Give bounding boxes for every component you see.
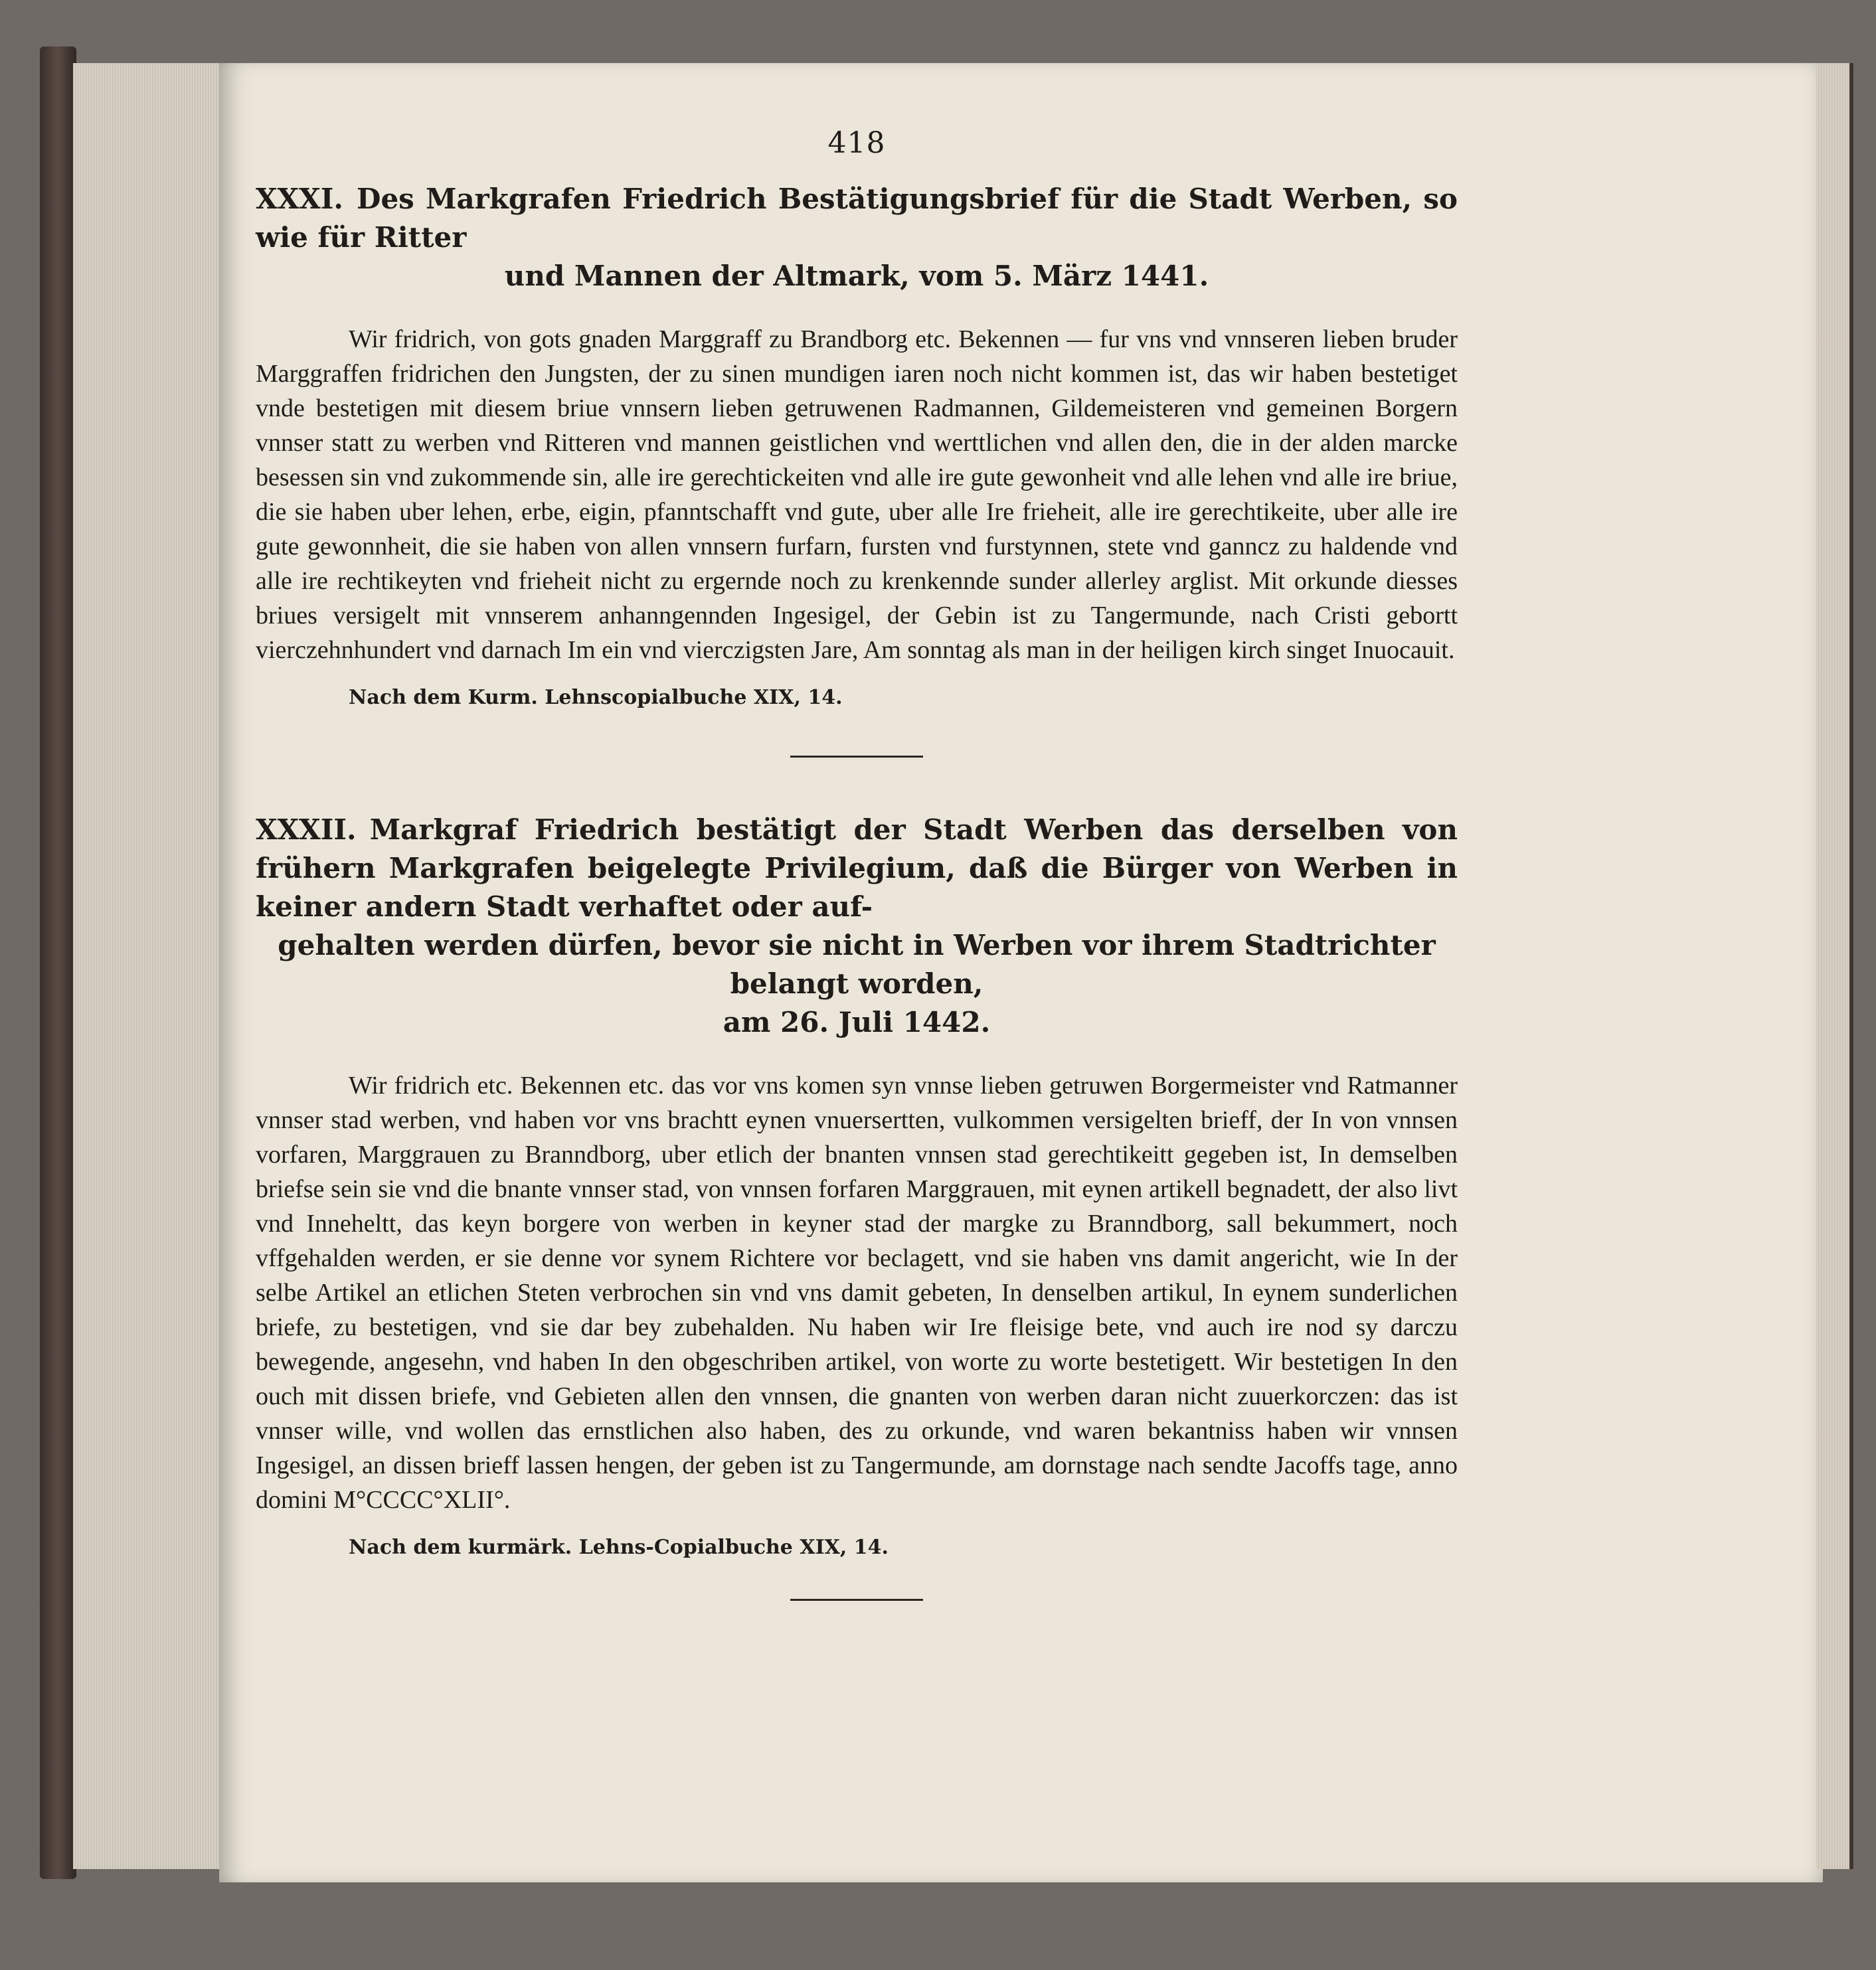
section-title-xxxi: [256, 180, 1458, 295]
document-body-xxxi: Wir fridrich, von gots gnaden Marggraff zu Brandborg etc. Bekennen — fur vns vnd vnnseren lieben bruder Marggraffen fridrichen den Jungsten, der zu sinen mundigen iaren noch nicht kommen ist, das wir haben bestetiget vnde bestetigen mit diesem briue vnnsern lieben getruwenen Radmannen, Gildemeisteren vnd gemeinen Borgern vnnser statt zu werben vnd Ritteren vnd mannen geistlichen vnd werttlichen vnd allen den, die in der alden marcke besessen sin vnd zukommende sin, alle ire gerechtickeiten vnd alle ire gute gewonheit vnd alle lehen vnd alle ire briue, die sie haben uber lehen, erbe, eigin, pfanntschafft vnd gute, uber alle Ire frieheit, alle ire gerechtikeite, uber alle ire gute gewonnheit, die sie haben von allen vnnsern furfarn, fursten vnd furstynnen, stete vnd ganncz zu haldende vnd alle ire rechtikeyten vnd frieheit nicht zu ergernde noch zu krenkennde sunder allerley arglist. Mit orkunde diesses briues versigelt mit vnnserem anhanngennden Ingesigel, der Gebin ist zu Tangermunde, nach Cristi gebortt vierczehnhundert vnd darnach Im ein vnd vierczigsten Jare, Am sonntag als man in der heiligen kirch singet Inuocauit.: [256, 325, 1458, 664]
section-title-xxxii: [256, 811, 1458, 1042]
document-body-xxxii: Wir fridrich etc. Bekennen etc. das vor vns komen syn vnnse lieben getruwen Borgermeister vnd Ratmanner vnnser stad werben, vnd haben vor vns brachtt eynen vnuersertten, vulkommen versigelten brieff, der In von vnnsen vorfaren, Marggrauen zu Branndborg, uber etlich der bnanten vnnsen stad gerechtikeitt gegeben ist, In demselben briefse sein sie vnd die bnante vnnser stad, von vnnsen forfaren Marggrauen, mit eynen artikell begnadett, der also livt vnd Inneheltt, das keyn borgere von werben in keyner stad der margke zu Branndborg, sall bekummert, noch vffgehalden werden, er sie denne vor synem Richtere vor beclagett, vnd sie haben vns damit angericht, wie In der selbe Artikel an etlichen Steten verbrochen sin vnd vns damit gebeten, In denselben artikul, In eynem sunderlichen briefe, zu bestetigen, vnd sie dar bey zubehalden. Nu haben wir Ire fleisige bete, vnd auch ire nod sy darczu bewegende, angesehn, vnd haben In den obgeschriben artikel, von worte zu worte bestetigett. Wir bestetigen In den ouch mit dissen briefe, vnd Gebieten allen den vnnsen, die gnanten von werben daran nicht zuuerkorczen: das ist vnnser wille, vnd wollen das ernstlichen also haben, des zu orkunde, vnd waren bekantniss haben wir vnnsen Ingesigel, an dissen brieff lassen hengen, der geben ist zu Tangermunde, am dornstage nach sendte Jacoffs tage, anno domini M°CCCC°XLII°.: [256, 1072, 1458, 1514]
title-line: gehalten werden dürfen, bevor sie nicht in Werben vor ihrem Stadtrichter belangt worden,: [278, 929, 1436, 1000]
title-line: Markgraf Friedrich bestätigt der Stadt Werben das derselben von frühern Markgrafen: [256, 813, 1458, 884]
section-divider: [790, 756, 923, 758]
page-number: 418: [827, 126, 886, 160]
section-divider: [790, 1599, 923, 1601]
page-content: [256, 126, 1458, 1601]
source-note-xxxi: Nach dem Kurm. Lehnscopialbuche XIX, 14.: [349, 686, 843, 709]
title-line: Des Markgrafen Friedrich Bestätigungsbrief für die Stadt Werben, so wie für Ritter: [256, 183, 1458, 254]
right-page-stack: [1816, 63, 1853, 1869]
section-number: XXXI.: [256, 183, 344, 215]
title-line: und Mannen der Altmark, vom 5. März 1441.: [504, 260, 1209, 292]
source-note-xxxii: Nach dem kurmärk. Lehns-Copialbuche XIX, 14.: [349, 1536, 889, 1559]
section-number: XXXII.: [256, 813, 357, 846]
title-line: am 26. Juli 1442.: [723, 1006, 991, 1038]
left-page-stack: [73, 63, 226, 1869]
book-spine-edge: [40, 46, 76, 1879]
title-line: beigelegte Privilegium, daß die Bürger von Werben in keiner andern Stadt verhaftet oder auf-: [256, 852, 1458, 923]
